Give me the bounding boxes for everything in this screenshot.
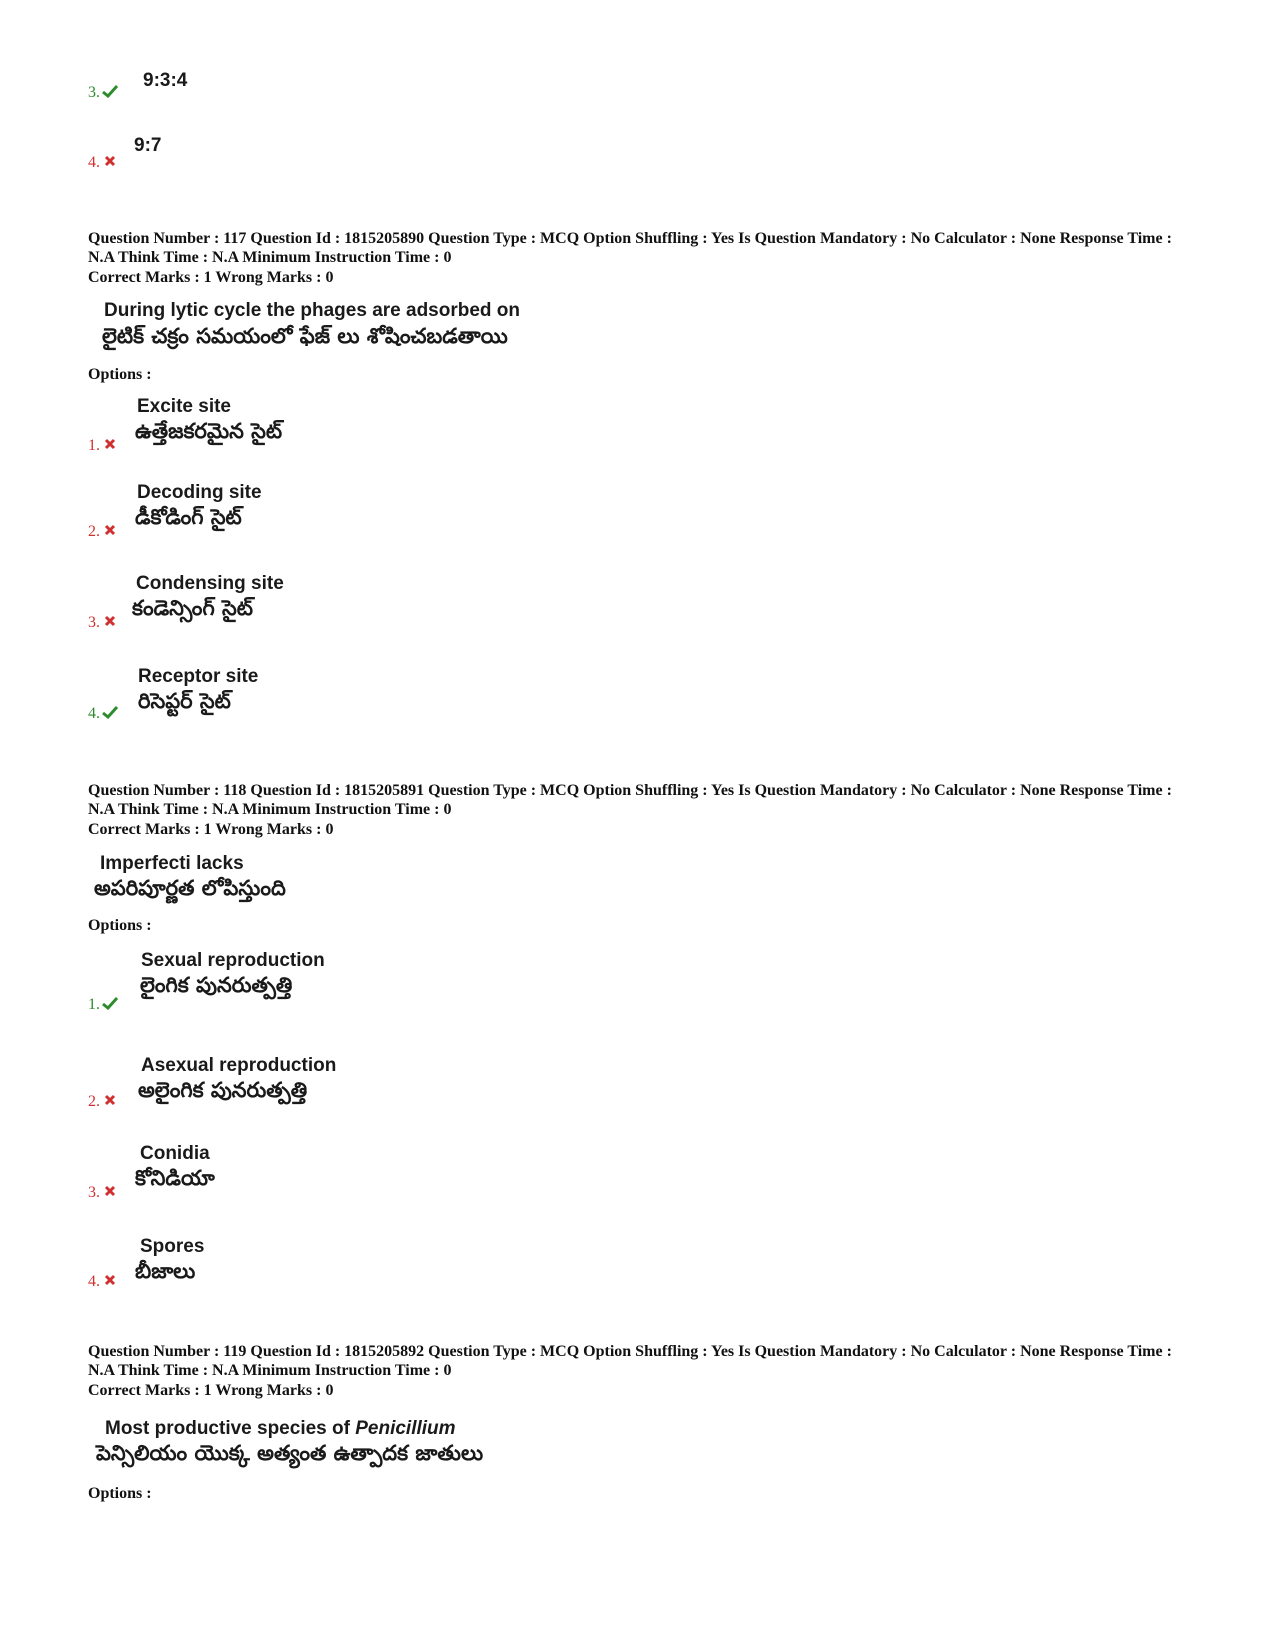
cross-icon — [102, 1273, 118, 1287]
option-text-en: Sexual reproduction — [141, 950, 325, 971]
cross-icon — [102, 523, 118, 537]
option-number: 3. — [88, 614, 118, 632]
question-text-en — [105, 1418, 456, 1440]
check-icon — [102, 84, 118, 98]
option-number: 1. — [88, 437, 118, 455]
question-text-en-prefix: Most productive species of — [105, 1418, 356, 1439]
option-text: 9:7 — [134, 135, 162, 156]
option-text-te: కండెన్సింగ్ సైట్ — [132, 596, 253, 620]
options-label: Options : — [88, 366, 152, 383]
check-icon — [102, 996, 118, 1010]
option-text-en: Conidia — [140, 1143, 210, 1164]
option-text-te: అలైంగిక పునరుత్పత్తి — [138, 1078, 308, 1102]
option-text-te: కోనిడియా — [135, 1166, 215, 1190]
options-label: Options : — [88, 1485, 152, 1502]
question-text-te: పెన్సిలియం యొక్క అత్యంత ఉత్పాదక జాతులు — [96, 1441, 484, 1465]
option-number: 4. — [88, 154, 118, 172]
cross-icon — [102, 154, 118, 168]
option-number: 3. — [88, 1184, 118, 1202]
option-text: 9:3:4 — [143, 70, 188, 91]
cross-icon — [102, 1184, 118, 1198]
question-text-en: Imperfecti lacks — [100, 853, 244, 874]
option-text-en: Condensing site — [136, 573, 284, 594]
cross-icon — [102, 437, 118, 451]
question-meta: Question Number : 118 Question Id : 1815205891 Question Type : MCQ Option Shuffling : Yes Is Question Mandatory : No Calculator : None Response Time : N.A Think Time : N.A Minimum Instruction Time : 0 — [88, 782, 1172, 818]
option-text-te: బీజాలు — [135, 1259, 196, 1283]
option-number: 4. — [88, 1273, 118, 1291]
question-meta: Question Number : 117 Question Id : 1815205890 Question Type : MCQ Option Shuffling : Yes Is Question Mandatory : No Calculator : None Response Time : N.A Think Time : N.A Minimum Instruction Time : 0 — [88, 230, 1172, 266]
option-number: 1. — [88, 996, 118, 1014]
option-text-te: ఉత్తేజకరమైన సైట్ — [135, 419, 283, 443]
question-text-en: During lytic cycle the phages are adsorbed on — [104, 300, 521, 321]
option-text-te: రిసెప్టర్ సైట్ — [138, 689, 231, 713]
question-marks: Correct Marks : 1 Wrong Marks : 0 — [88, 269, 334, 286]
question-text-te: లైటిక్ చక్రం సమయంలో ఫేజ్ లు శోషించబడతాయి — [102, 324, 508, 348]
option-number: 2. — [88, 523, 118, 541]
question-text-te: అపరిపూర్ణత లోపిస్తుంది — [94, 876, 286, 900]
option-text-en: Asexual reproduction — [141, 1055, 337, 1076]
option-number: 4. — [88, 705, 118, 723]
check-icon — [102, 705, 118, 719]
cross-icon — [102, 1093, 118, 1107]
question-meta: Question Number : 119 Question Id : 1815205892 Question Type : MCQ Option Shuffling : Yes Is Question Mandatory : No Calculator : None Response Time : N.A Think Time : N.A Minimum Instruction Time : 0 — [88, 1343, 1172, 1379]
question-marks: Correct Marks : 1 Wrong Marks : 0 — [88, 821, 334, 838]
question-marks: Correct Marks : 1 Wrong Marks : 0 — [88, 1382, 334, 1399]
option-text-te: డీకోడింగ్ సైట్ — [135, 505, 242, 529]
option-number: 3. — [88, 84, 118, 102]
option-number: 2. — [88, 1093, 118, 1111]
question-text-en-species: Penicillium — [355, 1418, 456, 1439]
option-text-en: Decoding site — [137, 482, 262, 503]
option-text-te: లైంగిక పునరుత్పత్తి — [140, 973, 293, 997]
options-label: Options : — [88, 917, 152, 934]
cross-icon — [102, 614, 118, 628]
option-text-en: Excite site — [137, 396, 231, 417]
option-text-en: Spores — [140, 1236, 205, 1257]
option-text-en: Receptor site — [138, 666, 259, 687]
